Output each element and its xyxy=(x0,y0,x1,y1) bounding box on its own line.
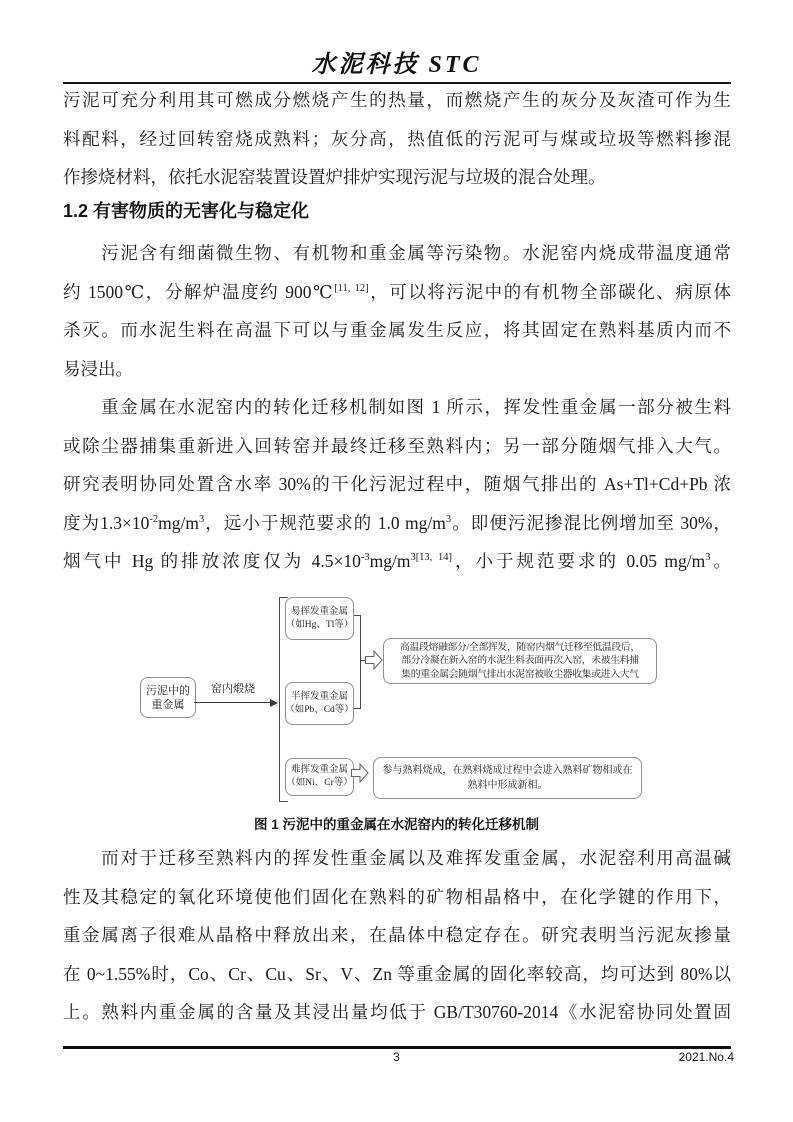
text-line: 易挥发重金属 xyxy=(290,606,348,617)
text-line: 难挥发重金属 xyxy=(290,765,348,775)
paragraph-solidification xyxy=(63,839,731,1032)
text-line: 在 0~1.55%时，Co、Cr、Cu、Sr、V、Zn 等重金属的固化率较高，均可达到 80%以 xyxy=(63,963,731,984)
text-line: 重金属在水泥窑内的转化迁移机制如图 1 所示，挥发性重金属一部分被生料 xyxy=(63,397,731,417)
journal-header-title: 水泥科技 STC xyxy=(311,52,482,78)
paragraph-intro xyxy=(63,81,731,197)
fig-source-box xyxy=(140,677,196,718)
text-line: 杀灭。而水泥生料在高温下可以与重金属发生反应，将其固定在熟料基质内而不 xyxy=(63,320,731,340)
section-heading: 1.2 有害物质的无害化与稳定化 xyxy=(63,201,310,221)
text-line: 参与熟料烧成，在熟料烧成过程中会进入熟料矿物相或在 xyxy=(382,764,633,776)
text-line: 部分冷凝在新入窑的水泥生料表面再次入窑，未被生料捕 xyxy=(401,655,639,667)
figure-caption: 图 1 污泥中的重金属在水泥窑内的转化迁移机制 xyxy=(253,817,539,832)
text-line: 污泥中的 xyxy=(146,684,190,697)
text-line: 烟气中 Hg 的排放浓度仅为 $4.5\times 10^{-3}mg/m^{3[13, 14]}$，小于规范要求的 0.05 $mg/m^3$。 xyxy=(63,551,731,571)
text-line: 高温段熔融部分/全部挥发，随窑内烟气迁移至低温段后， xyxy=(400,641,640,653)
fig-hollow-arrow-volatile-icon xyxy=(365,650,383,670)
footer-rule xyxy=(63,1046,731,1049)
fig-outcome-nonvolatile-box xyxy=(373,757,642,799)
text-line: （如Pb、Cd等） xyxy=(285,704,354,715)
text-line: 重金属 xyxy=(151,698,185,711)
fig-box-nonvolatile xyxy=(285,758,354,796)
text-line: 污泥可充分利用其可燃成分燃烧产生的热量，而燃烧产生的灰分及灰渣可作为生 xyxy=(63,90,731,110)
text-line: 作掺烧材料，依托水泥窑装置设置炉排炉实现污泥与垃圾的混合处理。 xyxy=(63,167,606,187)
text-line: 料配料，经过回转窑烧成熟料；灰分高，热值低的污泥可与煤或垃圾等燃料掺混 xyxy=(63,128,731,149)
text-line: 而对于迁移至熟料内的挥发性重金属以及难挥发重金属，水泥窑利用高温碱 xyxy=(63,848,731,868)
footer-issue: 2021.No.4 xyxy=(678,1050,734,1064)
fig-box-semivolatile xyxy=(285,682,354,725)
fig-arrow-label: 窑内煅烧 xyxy=(211,683,255,695)
fig-hollow-arrow-nonvolatile-icon xyxy=(351,763,369,783)
text-line: 研究表明协同处置含水率 30%的干化污泥过程中，随烟气排出的 As+Tl+Cd+Pb 浓 xyxy=(63,474,731,494)
text-line: 上。熟料内重金属的含量及其浸出量均低于 GB/T30760-2014《水泥窑协同处置固 xyxy=(63,1002,731,1022)
paragraph-harmless-treatment xyxy=(63,234,731,388)
fig-arrowhead-icon xyxy=(270,699,278,707)
fig-outcome-volatile-box xyxy=(383,638,657,684)
paragraph-migration-mechanism xyxy=(63,388,731,581)
fig-right-bracket xyxy=(354,615,361,709)
text-line: 半挥发重金属 xyxy=(290,691,348,702)
text-line: 污泥含有细菌微生物、有机物和重金属等污染物。水泥窑内烧成带温度通常 xyxy=(63,243,731,263)
fig-box-volatile xyxy=(285,597,354,640)
text-line: 或除尘器捕集重新进入回转窑并最终迁移至熟料内；另一部分随烟气排入大气。 xyxy=(63,435,731,456)
text-line: （如Ni、Cr等） xyxy=(286,778,353,788)
text-line: 熟料中形成新相。 xyxy=(467,780,548,791)
text-line: 性及其稳定的氧化环境使他们固化在熟料的矿物相晶格中，在化学键的作用下， xyxy=(63,886,731,907)
fig-arrow-line xyxy=(194,702,272,703)
text-line: 重金属离子很难从晶格中释放出来，在晶体中稳定存在。研究表明当污泥灰掺量 xyxy=(63,925,731,945)
text-line: 度为$1.3\times 10^{-2}mg/m^3$，远小于规范要求的 1.0 $mg/m^3$。即便污泥掺混比例增加至 30%， xyxy=(63,512,732,533)
text-line: 约 1500℃，分解炉温度约 900℃[11, 12]，可以将污泥中的有机物全部碳化、病原体 xyxy=(63,281,732,302)
text-line: 易浸出。 xyxy=(63,358,133,379)
text-line: 集的重金属会随烟气排出水泥窑被收尘器收集或进入大气 xyxy=(401,668,639,680)
figure-diagram xyxy=(64,590,732,814)
footer-page-number: 3 xyxy=(393,1050,400,1064)
text-line: （如Hg、Tl等） xyxy=(285,619,354,630)
